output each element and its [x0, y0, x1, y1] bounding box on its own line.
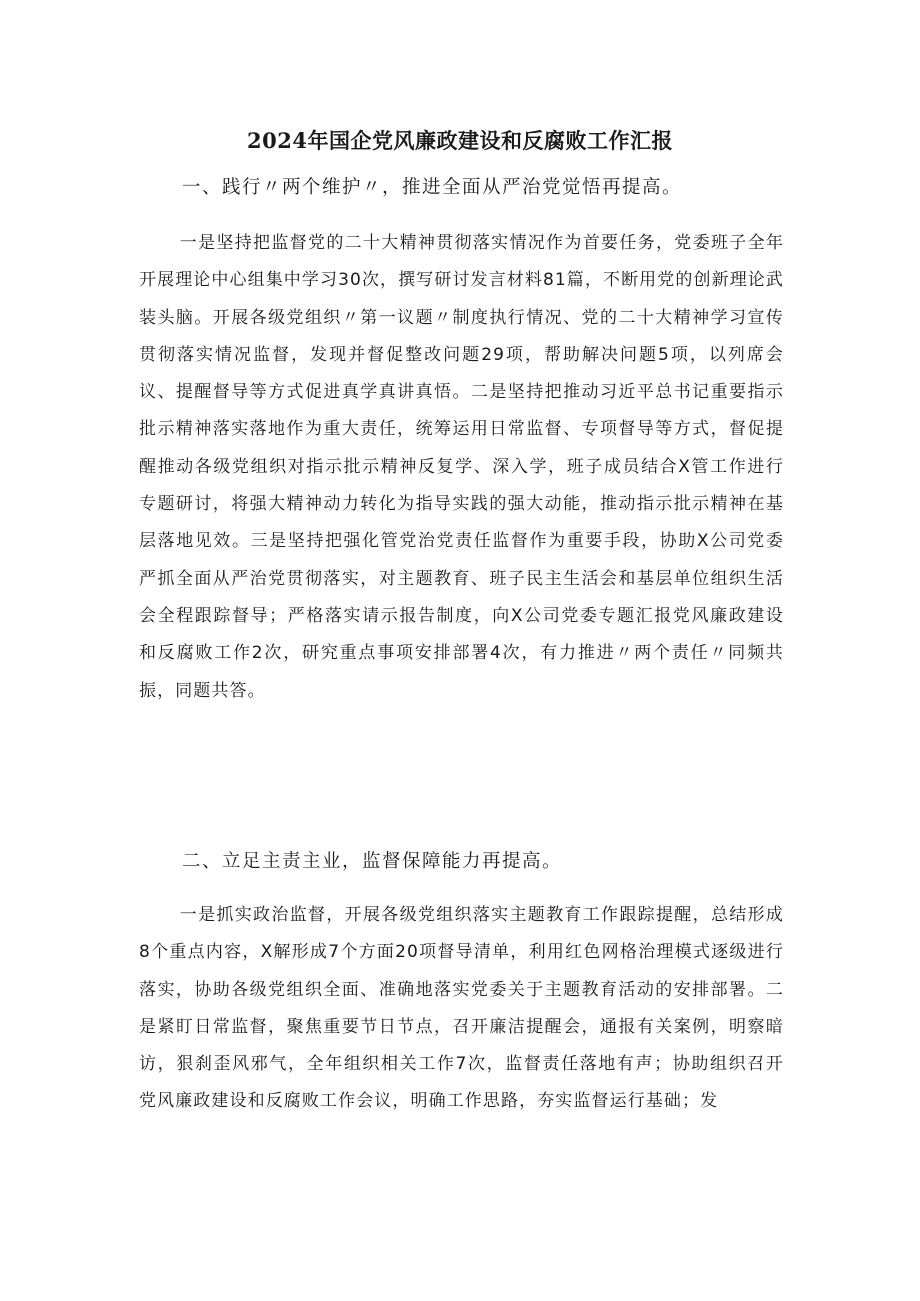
section-heading-1: 一、践行〃两个维护〃，推进全面从严治党觉悟再提高。 — [182, 177, 683, 198]
document-title: 2024年国企党风廉政建设和反腐败工作汇报 — [247, 128, 673, 153]
section-paragraph-1: 一是坚持把监督党的二十大精神贯彻落实情况作为首要任务，党委班子全年开展理论中心组集中学习30次，撰写研讨发言材料81篇，不断用党的创新理论武装头脑。开展各级党组织〃第一议题〃制度执行情况、党的二十大精神学习宣传贯彻落实情况监督，发现并督促整改问题29项，帮助解决问题5项，以列席会议、提醒督导等方式促进真学真讲真悟。二是坚持把推动习近平总书记重要指示批示精神落实落地作为重大责任，统筹运用日常监督、专项督导等方式，督促提醒推动各级党组织对指示批示精神反复学、深入学，班子成员结合X管工作进行专题研讨，将强大精神动力转化为指导实践的强大动能，推动指示批示精神在基层落地见效。三是坚持把强化管党治党责任监督作为重要手段，协助X公司党委严抓全面从严治党贯彻落实，对主题教育、班子民主生活会和基层单位组织生活会全程跟踪督导；严格落实请示报告制度，向X公司党委专题汇报党风廉政建设和反腐败工作2次，研究重点事项安排部署4次，有力推进〃两个责任〃同频共振，同题共答。 — [139, 233, 784, 701]
section-heading-2: 二、立足主责主业，监督保障能力再提高。 — [182, 851, 563, 872]
section-paragraph-2: 一是抓实政治监督，开展各级党组织落实主题教育工作跟踪提醒，总结形成8个重点内容，X解形成7个方面20项督导清单，利用红色网格治理模式逐级进行落实，协助各级党组织全面、准确地落实党委关于主题教育活动的安排部署。二是紧盯日常监督，聚焦重要节日节点，召开廉洁提醒会，通报有关案例，明察暗访，狠刹歪风邪气，全年组织相关工作7次，监督责任落地有声；协助组织召开党风廉政建设和反腐败工作会议，明确工作思路，夯实监督运行基础；发 — [139, 905, 784, 1112]
